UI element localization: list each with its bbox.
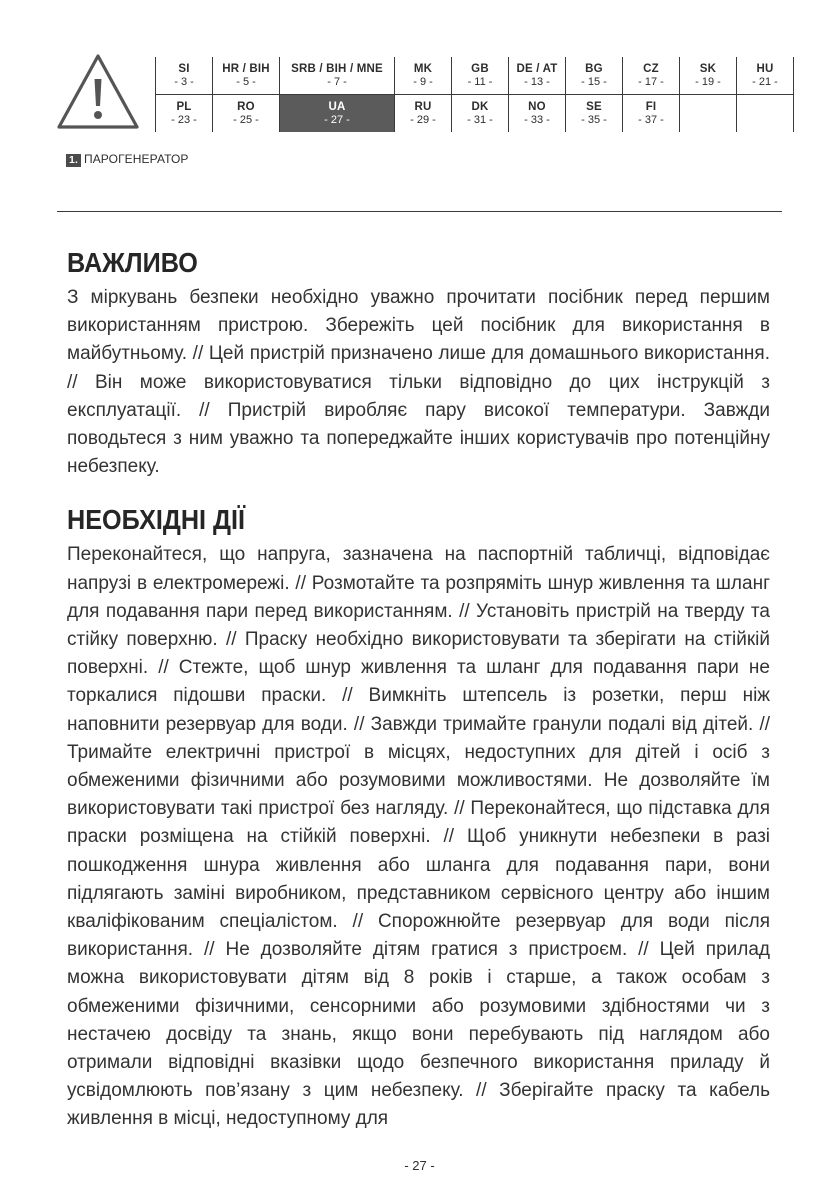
lang-gb[interactable] (452, 57, 509, 95)
lang-page: - 33 - (524, 113, 550, 126)
lang-page: - 31 - (467, 113, 493, 126)
lang-page: - 29 - (410, 113, 436, 126)
lang-code: RO (237, 100, 255, 113)
lang-page: - 37 - (638, 113, 664, 126)
lang-mk[interactable] (395, 57, 452, 95)
section-title: ПАРОГЕНЕРАТОР (83, 152, 189, 166)
important-heading: ВАЖЛИВО (67, 247, 198, 278)
lang-code: HR / BIH (222, 62, 270, 75)
lang-code: BG (585, 62, 603, 75)
lang-page: - 5 - (236, 75, 256, 88)
lang-code: RU (414, 100, 432, 113)
lang-pl[interactable] (156, 95, 213, 133)
main-content (67, 246, 770, 1134)
warning-triangle-icon (55, 51, 141, 133)
lang-page: - 13 - (524, 75, 550, 88)
lang-hu[interactable] (737, 57, 794, 95)
lang-ua-active[interactable] (280, 95, 395, 133)
language-index-table (155, 57, 794, 132)
lang-si[interactable] (156, 57, 213, 95)
lang-page: - 17 - (638, 75, 664, 88)
actions-paragraph: Переконайтеся, що напруга, зазначена на паспортній табличці, відповідає напрузі в електромережі. // Розмотайте та розпряміть шнур живлення та шланг для подавання пари перед використанням. // Установіть пристрій на тверду та стійку поверхню. // Праску необхідно використовувати та зберігати на стійкій поверхні. // Стежте, щоб шнур живлення та шланг для подавання пари не торкалися підошви праски. // Вимкніть штепсель із розетки, перш ніж наповнити резервуар для води. // Завжди тримайте гранули подалі від дітей. // Тримайте електричні пристрої в місцях, недоступних для дітей і осіб з обмеженими фізичними або розумовими можливостями. Не дозволяйте їм використовувати такі пристрої без нагляду. // Переконайтеся, що підставка для праски розміщена на стійкій поверхні. // Щоб уникнути небезпеки в разі пошкодження шнура живлення або шланга для подавання пари, вони підлягають заміні виробником, представником сервісного центру або іншим кваліфікованим спеціалістом. // Спорожнюйте резервуар для води після використання. // Не дозволяйте дітям гратися з пристроєм. // Цей прилад можна використовувати дітям від 8 років і старше, а також особам з обмеженими фізичними, сенсорними або розумовими здібностями чи з нестачею досвіду та знань, якщо вони перебувають під наглядом або отримали відповідні вказівки щодо безпечного використання приладу й усвідомлюють пов’язану з цим небезпеку. // Зберігайте праску та кабель живлення в місці, недоступному для (67, 544, 770, 1130)
lang-bg[interactable] (566, 57, 623, 95)
lang-page: - 25 - (233, 113, 259, 126)
lang-empty-cell (680, 95, 737, 133)
lang-fi[interactable] (623, 95, 680, 133)
actions-heading: НЕОБХІДНІ ДІЇ (67, 504, 245, 536)
lang-cz[interactable] (623, 57, 680, 95)
lang-code: SK (699, 62, 717, 75)
lang-page: - 21 - (752, 75, 778, 88)
lang-se[interactable] (566, 95, 623, 133)
lang-page: - 35 - (581, 113, 607, 126)
lang-code: SI (178, 62, 190, 75)
lang-empty-cell (737, 95, 794, 133)
lang-page: - 15 - (581, 75, 607, 88)
section-label (66, 152, 189, 167)
page-number: - 27 - (404, 1158, 435, 1173)
lang-hr-bih[interactable] (213, 57, 280, 95)
lang-ro[interactable] (213, 95, 280, 133)
lang-page: - 7 - (327, 75, 347, 88)
lang-de-at[interactable] (509, 57, 566, 95)
lang-dk[interactable] (452, 95, 509, 133)
lang-code: FI (645, 100, 657, 113)
lang-code: DE / AT (516, 62, 558, 75)
lang-code: DK (471, 100, 489, 113)
section-number: 1. (66, 154, 81, 167)
lang-page: - 3 - (174, 75, 194, 88)
lang-code: SRB / BIH / MNE (291, 62, 383, 75)
lang-page: - 23 - (171, 113, 197, 126)
header-divider (57, 211, 782, 212)
lang-page: - 11 - (467, 75, 493, 88)
lang-code: CZ (643, 62, 659, 75)
lang-srb-bih-mne[interactable] (280, 57, 395, 95)
lang-code: GB (471, 62, 489, 75)
lang-code: UA (328, 100, 346, 113)
language-row-2 (156, 95, 794, 133)
lang-page: - 9 - (413, 75, 433, 88)
important-paragraph: З міркувань безпеки необхідно уважно прочитати посібник перед першим використанням пристрою. Збережіть цей посібник для використання в майбутньому. // Цей пристрій призначено лише для домашнього використання. // Він може використовуватися тільки відповідно до цих інструкцій з експлуатації. // Пристрій виробляє пару високої температури. Завжди поводьтеся з ним уважно та попереджайте інших користувачів про потенційну небезпеку. (67, 287, 770, 478)
lang-code: HU (756, 62, 774, 75)
lang-code: NO (528, 100, 546, 113)
lang-ru[interactable] (395, 95, 452, 133)
lang-page: - 19 - (695, 75, 721, 88)
lang-page: - 27 - (324, 113, 350, 126)
lang-code: PL (176, 100, 192, 113)
language-row-1 (156, 57, 794, 95)
lang-code: SE (586, 100, 602, 113)
lang-sk[interactable] (680, 57, 737, 95)
lang-no[interactable] (509, 95, 566, 133)
lang-code: MK (413, 62, 433, 75)
